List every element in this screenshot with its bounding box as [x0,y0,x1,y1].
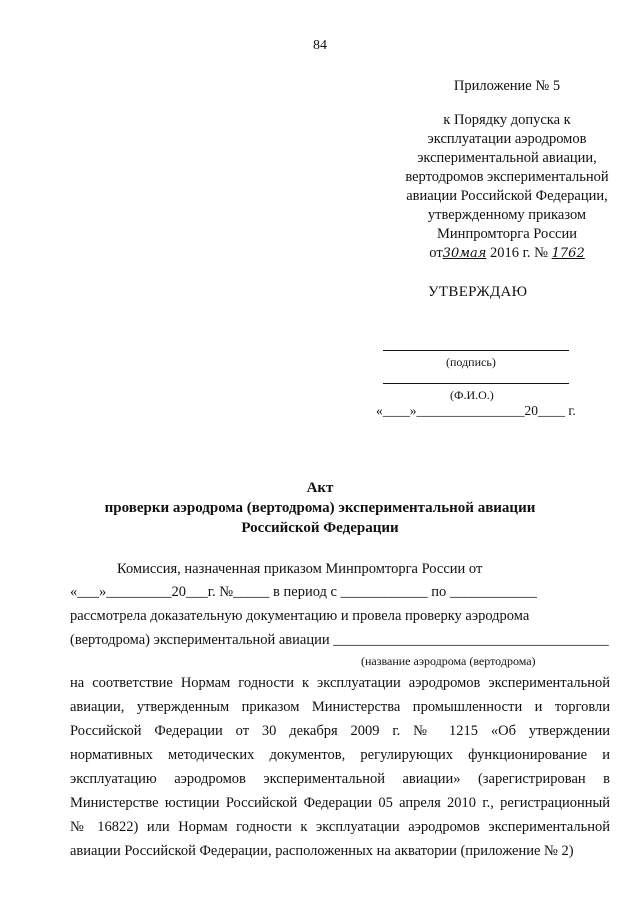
act-subtitle-2: Российской Федерации [241,520,399,536]
signature-caption: (подпись) [446,355,496,369]
appendix-line: авиации Российской Федерации, [406,188,608,204]
act-title: Акт [306,480,334,496]
body-line: рассмотрела доказательную документацию и провела проверку аэродрома [70,608,530,624]
act-subtitle: проверки аэродрома (вертодрома) экспериментальной авиации [104,500,536,516]
page-number: 84 [313,38,327,53]
handwritten-number: 1762 [551,246,585,261]
name-caption: (Ф.И.О.) [450,388,494,402]
signature-line [383,350,569,351]
paragraph-line: на соответствие Нормам годности к эксплуатации аэродромов экспериментальной [70,675,610,691]
paragraph-last-line: авиации Российской Федерации, расположенных на акватории (приложение № 2) [70,843,574,859]
paragraph-line: Российской Федерации от 30 декабря 2009 г. № 1215 «Об утверждении [70,723,610,739]
appendix-line: Минпромторга России [437,226,577,242]
handwritten-date: 30мая [442,246,487,261]
paragraph-line: авиации, утвержденным приказом Министерства промышленности и торговли [70,699,610,715]
body-line: Комиссия, назначенная приказом Минпромторга России от [117,561,483,577]
appendix-date-line [384,244,630,264]
approval-heading: УТВЕРЖДАЮ [428,284,528,300]
appendix-line: вертодромов экспериментальной [405,169,609,185]
appendix-line: к Порядку допуска к [443,112,571,128]
paragraph-line: нормативных методических документов, регулирующих функционирование и [70,747,610,763]
paragraph-line: Министерстве юстиции Российской Федерации 05 апреля 2010 г., регистрационный [70,795,610,811]
appendix-title: Приложение № 5 [453,78,561,94]
approval-date-line: «____»________________20____ г. [376,403,576,418]
paragraph-line: эксплуатацию аэродромов экспериментальной авиации» (зарегистрирован в [70,771,610,787]
name-line [383,383,569,384]
date-suffix: 2016 г. № [489,245,549,261]
paragraph-line: № 16822) или Нормам годности к эксплуатации аэродромов экспериментальной [70,819,610,835]
body-line: (вертодрома) экспериментальной авиации ______________________________________ [70,632,609,648]
date-prefix: от [429,245,443,261]
body-line: «___»_________20___г. №_____ в период с ____________ по ____________ [70,584,537,600]
appendix-line: экспериментальной авиации, [417,150,597,166]
aerodrome-name-caption: (название аэродрома (вертодрома) [361,654,536,668]
appendix-line: эксплуатации аэродромов [427,131,587,147]
appendix-line: утвержденному приказом [427,207,587,223]
